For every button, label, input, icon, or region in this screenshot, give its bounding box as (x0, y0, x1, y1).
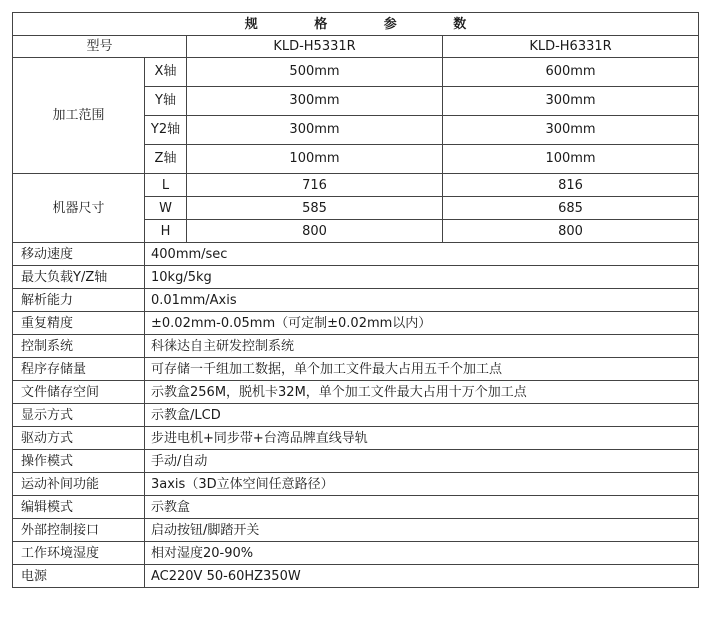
spec-label: 工作环境湿度 (13, 542, 145, 565)
spec-value: 400mm/sec (145, 243, 699, 266)
spec-value: 手动/自动 (145, 450, 699, 473)
spec-value: 示教盒256M，脱机卡32M，单个加工文件最大占用十万个加工点 (145, 381, 699, 404)
spec-value: 示教盒 (145, 496, 699, 519)
spec-value: 0.01mm/Axis (145, 289, 699, 312)
size-value: 800 (187, 220, 443, 243)
spec-value: 可存储一千组加工数据，单个加工文件最大占用五千个加工点 (145, 358, 699, 381)
model-name: KLD-H5331R (187, 36, 443, 58)
spec-value: 启动按钮/脚踏开关 (145, 519, 699, 542)
spec-table (12, 12, 699, 588)
spec-label: 驱动方式 (13, 427, 145, 450)
model-row (13, 36, 699, 58)
dimension-label: L (145, 174, 187, 197)
spec-row (13, 358, 699, 381)
model-name: KLD-H6331R (443, 36, 699, 58)
range-value: 300mm (187, 116, 443, 145)
spec-label: 电源 (13, 565, 145, 588)
range-value: 500mm (187, 58, 443, 87)
range-value: 300mm (443, 116, 699, 145)
spec-label: 文件储存空间 (13, 381, 145, 404)
spec-value: 科徕达自主研发控制系统 (145, 335, 699, 358)
axis-label: Y2轴 (145, 116, 187, 145)
axis-label: Z轴 (145, 145, 187, 174)
title-row (13, 13, 699, 36)
spec-row (13, 496, 699, 519)
machine-size-label: 机器尺寸 (13, 174, 145, 243)
axis-label: X轴 (145, 58, 187, 87)
dimension-label: W (145, 197, 187, 220)
spec-label: 操作模式 (13, 450, 145, 473)
axis-label: Y轴 (145, 87, 187, 116)
spec-row (13, 266, 699, 289)
spec-label: 解析能力 (13, 289, 145, 312)
spec-label: 移动速度 (13, 243, 145, 266)
spec-row (13, 335, 699, 358)
size-value: 800 (443, 220, 699, 243)
spec-row (13, 243, 699, 266)
spec-label: 外部控制接口 (13, 519, 145, 542)
spec-row (13, 404, 699, 427)
spec-label: 重复精度 (13, 312, 145, 335)
range-value: 300mm (187, 87, 443, 116)
spec-label: 控制系统 (13, 335, 145, 358)
spec-label: 显示方式 (13, 404, 145, 427)
size-row (13, 174, 699, 197)
spec-row (13, 565, 699, 588)
table-title: 规 格 参 数 (13, 13, 699, 36)
spec-label: 最大负载Y/Z轴 (13, 266, 145, 289)
range-value: 100mm (187, 145, 443, 174)
size-value: 585 (187, 197, 443, 220)
spec-row (13, 473, 699, 496)
spec-row (13, 312, 699, 335)
range-value: 300mm (443, 87, 699, 116)
size-value: 685 (443, 197, 699, 220)
spec-label: 编辑模式 (13, 496, 145, 519)
spec-row (13, 289, 699, 312)
spec-label: 运动补间功能 (13, 473, 145, 496)
range-value: 600mm (443, 58, 699, 87)
spec-row (13, 542, 699, 565)
size-value: 816 (443, 174, 699, 197)
spec-row (13, 381, 699, 404)
spec-value: 步进电机+同步带+台湾品牌直线导轨 (145, 427, 699, 450)
spec-value: AC220V 50-60HZ350W (145, 565, 699, 588)
spec-row (13, 450, 699, 473)
spec-value: ±0.02mm-0.05mm（可定制±0.02mm以内） (145, 312, 699, 335)
model-label: 型号 (13, 36, 187, 58)
range-row (13, 58, 699, 87)
spec-value: 3axis（3D立体空间任意路径） (145, 473, 699, 496)
range-value: 100mm (443, 145, 699, 174)
spec-label: 程序存储量 (13, 358, 145, 381)
size-value: 716 (187, 174, 443, 197)
dimension-label: H (145, 220, 187, 243)
spec-row (13, 427, 699, 450)
processing-range-label: 加工范围 (13, 58, 145, 174)
spec-value: 相对湿度20-90% (145, 542, 699, 565)
spec-value: 示教盒/LCD (145, 404, 699, 427)
spec-value: 10kg/5kg (145, 266, 699, 289)
spec-row (13, 519, 699, 542)
